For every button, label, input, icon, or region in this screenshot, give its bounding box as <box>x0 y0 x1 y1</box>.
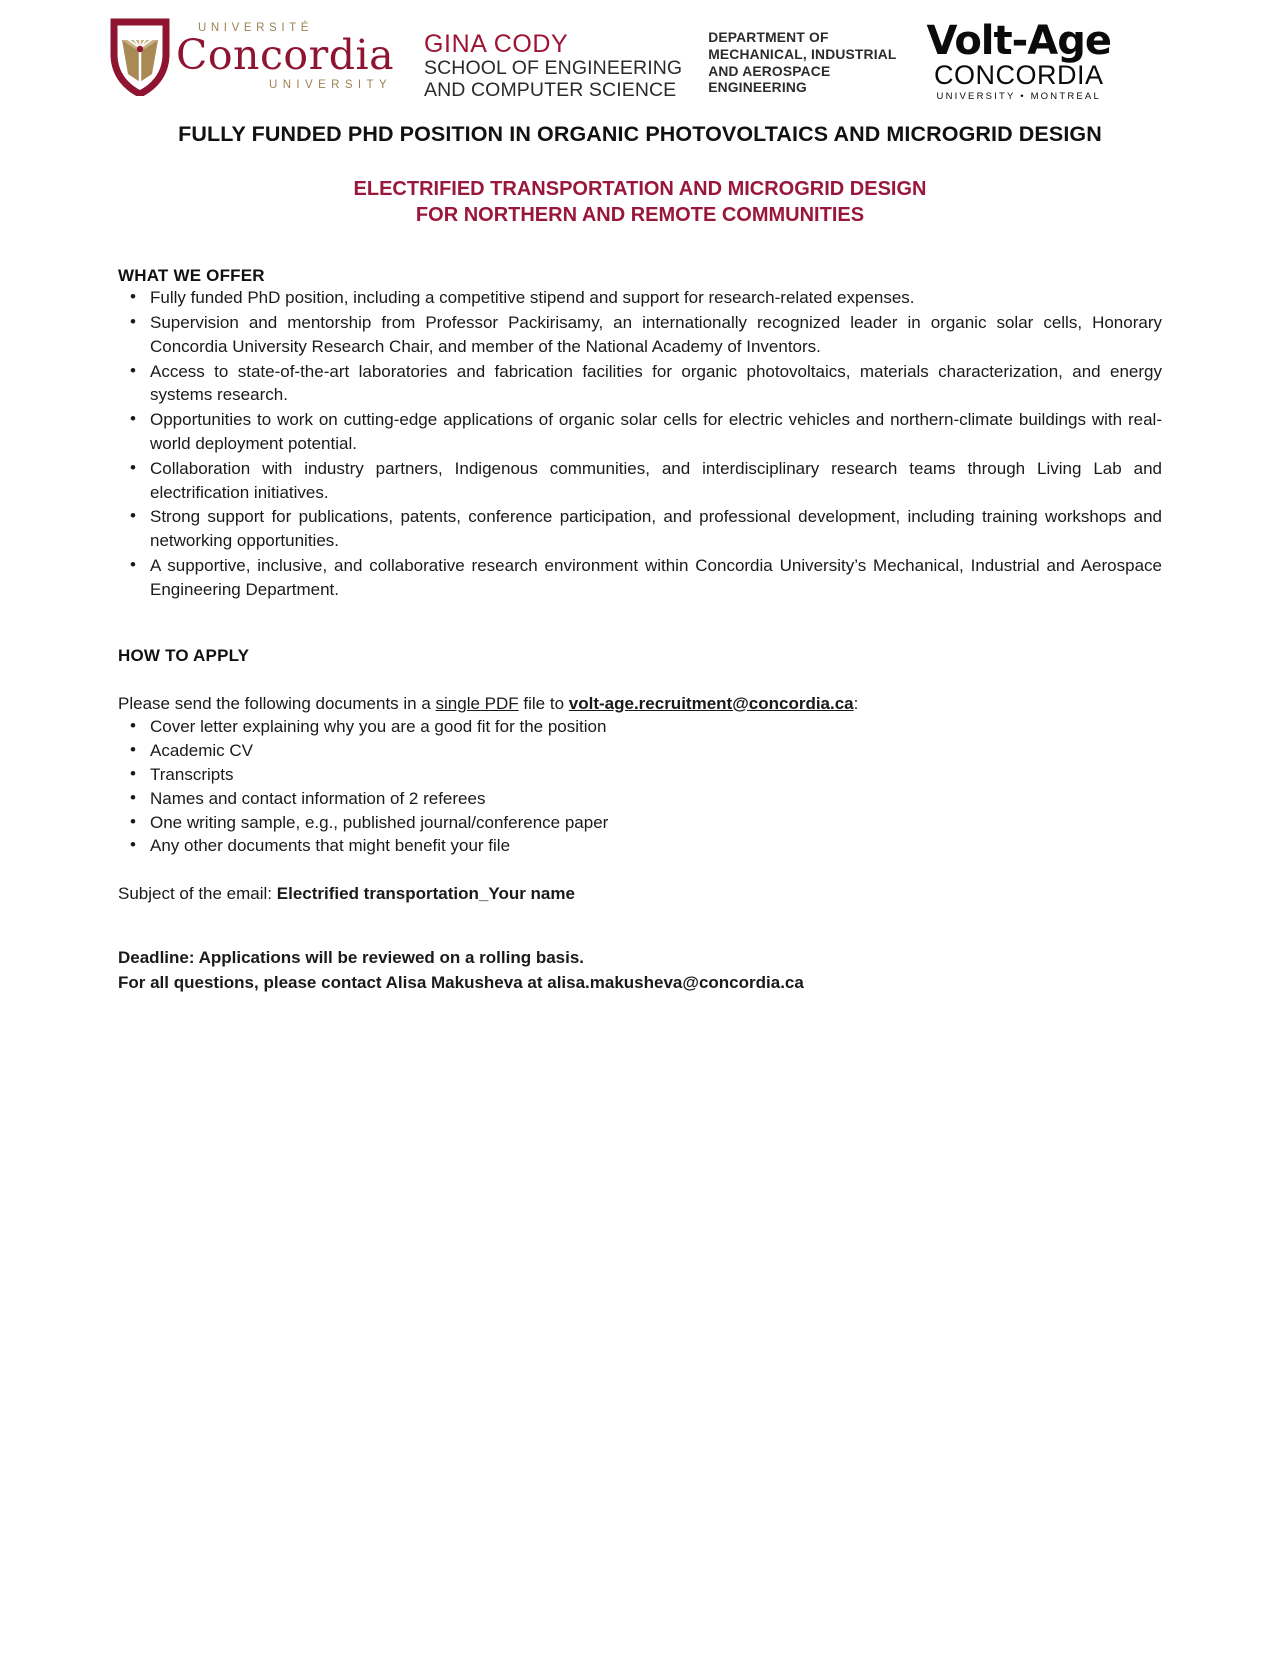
gina-cody-line2: AND COMPUTER SCIENCE <box>424 78 677 101</box>
gina-cody-logo <box>424 18 682 102</box>
department-line4: ENGINEERING <box>708 80 807 96</box>
apply-instructions <box>118 692 1162 716</box>
how-to-apply-heading: HOW TO APPLY <box>118 645 250 665</box>
concordia-university-label: UNIVERSITY <box>269 78 393 91</box>
concordia-wordmark <box>176 23 394 92</box>
list-item: • Any other documents that might benefit your file <box>118 834 1162 858</box>
list-item: • Supervision and mentorship from Professor Packirisamy, an internationally recognized leader in organic solar cells, Honorary Concordia University Research Chair, and member of the National Academy of Inventors. <box>118 311 1162 359</box>
list-item: • Academic CV <box>118 739 1162 763</box>
list-item: • Opportunities to work on cutting-edge applications of organic solar cells for electric vehicles and northern-climate buildings with real-world deployment potential. <box>118 408 1162 456</box>
page-subtitle <box>0 177 1280 228</box>
what-we-offer-list <box>118 286 1162 601</box>
concordia-universite-label: UNIVERSITÉ <box>198 21 314 34</box>
list-item: • Access to state-of-the-art laboratories and fabrication facilities for organic photovoltaics, materials characterization, and energy systems research. <box>118 360 1162 408</box>
contact-text: For all questions, please contact Alisa Makusheva at alisa.makusheva@concordia.ca <box>118 972 804 992</box>
deadline-contact-block <box>118 946 1162 995</box>
email-subject-label: Subject of the email: <box>118 884 277 904</box>
volt-age-university-montreal-label: UNIVERSITY • MONTREAL <box>936 91 1101 102</box>
volt-age-title: Volt-Age <box>926 18 1111 64</box>
email-subject-value: Electrified transportation_Your name <box>276 884 575 904</box>
recruitment-email-link[interactable]: volt-age.recruitment@concordia.ca <box>568 693 854 713</box>
apply-intro-middle: file to <box>518 693 569 713</box>
list-item: • Names and contact information of 2 referees <box>118 787 1162 811</box>
list-item: • Cover letter explaining why you are a good fit for the position <box>118 715 1162 739</box>
email-subject-line <box>118 882 1162 906</box>
what-we-offer-heading: WHAT WE OFFER <box>118 266 265 286</box>
apply-intro-suffix: : <box>853 693 859 713</box>
list-item: • Transcripts <box>118 763 1162 787</box>
gina-cody-title: GINA CODY <box>424 30 569 58</box>
list-item: • Fully funded PhD position, including a competitive stipend and support for research-related expenses. <box>118 286 1162 310</box>
list-item: • Collaboration with industry partners, Indigenous communities, and interdisciplinary research teams through Living Lab and electrification initiatives. <box>118 457 1162 505</box>
concordia-logo <box>110 18 394 96</box>
volt-age-logo <box>927 18 1111 102</box>
department-logo <box>708 18 896 97</box>
logo-header-bar <box>0 0 1280 100</box>
gina-cody-line1: SCHOOL OF ENGINEERING <box>424 57 683 79</box>
volt-age-concordia-label: CONCORDIA <box>933 60 1104 90</box>
list-item: • A supportive, inclusive, and collaborative research environment within Concordia University’s Mechanical, Industrial and Aerospace Engineering Department. <box>118 554 1162 602</box>
list-item: • Strong support for publications, patents, conference participation, and professional development, including training workshops and networking opportunities. <box>118 505 1162 553</box>
list-item: • One writing sample, e.g., published journal/conference paper <box>118 811 1162 835</box>
concordia-name: Concordia <box>176 31 395 80</box>
department-line3: AND AEROSPACE <box>708 63 831 79</box>
page-subtitle-line2: FOR NORTHERN AND REMOTE COMMUNITIES <box>415 203 865 226</box>
required-documents-list <box>118 715 1162 858</box>
deadline-text: Deadline: Applications will be reviewed on a rolling basis. <box>118 947 585 967</box>
department-line2: MECHANICAL, INDUSTRIAL <box>708 46 897 62</box>
concordia-shield-icon <box>110 18 170 96</box>
single-pdf-emphasis: single PDF <box>435 693 519 713</box>
department-line1: DEPARTMENT OF <box>708 30 829 45</box>
document-content <box>0 266 1280 995</box>
page-title: FULLY FUNDED PHD POSITION IN ORGANIC PHOTOVOLTAICS AND MICROGRID DESIGN <box>178 122 1102 146</box>
apply-intro-prefix: Please send the following documents in a <box>118 693 436 713</box>
page-subtitle-line1: ELECTRIFIED TRANSPORTATION AND MICROGRID DESIGN <box>353 178 927 200</box>
